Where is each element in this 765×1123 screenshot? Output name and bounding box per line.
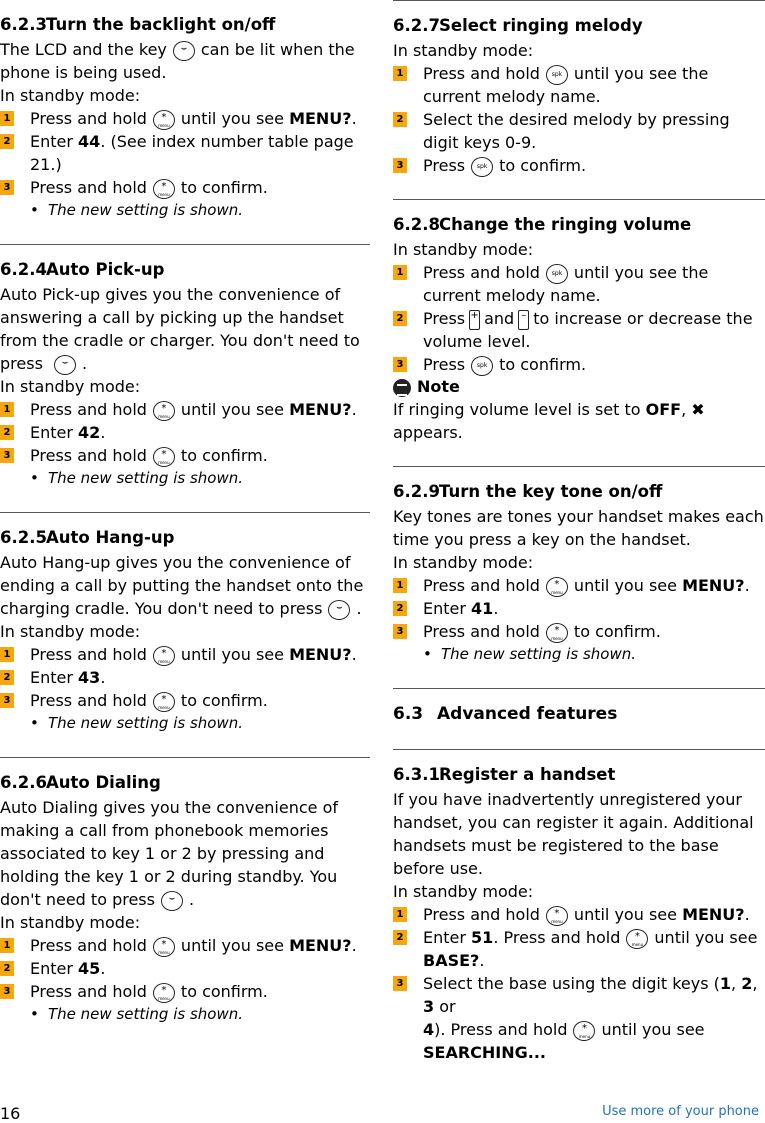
step-2: 2 Enter 45.	[0, 957, 370, 980]
step-3: 3 Select the base using the digit keys (1, 2, 3 or 4). Press and hold * menu until you see SEARCHING...	[393, 972, 765, 1064]
standby-label: In standby mode:	[393, 882, 534, 901]
step-2: 2 Enter 41.	[393, 597, 765, 620]
menu-key-icon: * menu	[153, 983, 175, 1003]
steps-list	[0, 934, 370, 1003]
menu-key-icon: * menu	[153, 401, 175, 421]
step-badge: 1	[393, 907, 407, 922]
section-title: 6.2.3Turn the backlight on/off	[0, 15, 276, 34]
step-badge: 3	[393, 976, 407, 991]
step-badge: 1	[393, 66, 407, 81]
step-3: 3 Press and hold * menu to confirm.	[0, 444, 370, 467]
step-badge: 1	[393, 265, 407, 280]
left-column	[0, 0, 370, 1048]
note-text: If ringing volume level is set to OFF, ✖ appears.	[393, 400, 705, 442]
step-badge: 1	[0, 402, 14, 417]
steps-list	[393, 903, 765, 1064]
speaker-key-icon: spk	[546, 264, 568, 284]
steps-list	[393, 574, 765, 643]
section-title: 6.2.5Auto Hang-up	[0, 528, 175, 547]
steps-list	[0, 643, 370, 712]
section-6-2-9	[393, 467, 765, 689]
menu-key-icon: * menu	[153, 692, 175, 712]
step-badge: 2	[393, 311, 407, 326]
steps-list	[0, 107, 370, 199]
step-badge: 3	[393, 624, 407, 639]
section-title: 6.3.1Register a handset	[393, 765, 616, 784]
menu-key-icon: * menu	[626, 929, 648, 949]
section-intro: Auto Dialing gives you the convenience of making a call from phonebook memories associated to key 1 or 2 by pressing and holding the key 1 or 2 during standby. You don't need to press ⌣ .	[0, 798, 338, 909]
section-title: 6.2.4Auto Pick-up	[0, 260, 165, 279]
step-badge: 2	[393, 112, 407, 127]
end-call-key-icon: ⌣	[328, 600, 350, 620]
step-badge: 1	[0, 938, 14, 953]
step-2: 2 Enter 44. (See index number table page 21.)	[0, 130, 370, 176]
step-badge: 2	[0, 961, 14, 976]
step-1: 1 Press and hold spk until you see the current melody name.	[393, 62, 765, 108]
section-intro: Key tones are tones your handset makes each time you press a key on the handset.	[393, 507, 764, 549]
section-6-2-7	[393, 0, 765, 200]
end-call-key-icon: ⌣	[161, 891, 183, 911]
step-badge: 2	[393, 930, 407, 945]
step-2: 2 Select the desired melody by pressing digit keys 0-9.	[393, 108, 765, 154]
step-badge: 2	[0, 134, 14, 149]
step-3: 3 Press spk to confirm.	[393, 154, 765, 177]
standby-label: In standby mode:	[393, 553, 534, 572]
step-3: 3 Press and hold * menu to confirm.	[0, 176, 370, 199]
section-6-3-1	[393, 750, 765, 1086]
volume-up-key-icon: +	[469, 310, 480, 330]
step-badge: 3	[393, 357, 407, 372]
page-number: 16	[0, 1104, 21, 1123]
ringer-off-icon: ✖	[691, 400, 705, 419]
note-heading: Note	[393, 376, 765, 398]
step-1: 1 Press and hold * menu until you see MENU?.	[0, 643, 370, 666]
standby-label: In standby mode:	[0, 86, 141, 105]
step-badge: 3	[0, 180, 14, 195]
section-title: 6.2.9Turn the key tone on/off	[393, 482, 663, 501]
steps-list	[0, 398, 370, 467]
step-2: 2 Enter 42.	[0, 421, 370, 444]
step-result: • The new setting is shown.	[423, 645, 636, 663]
step-result: • The new setting is shown.	[30, 714, 243, 732]
step-badge: 3	[393, 158, 407, 173]
speaker-key-icon: spk	[546, 65, 568, 85]
step-1: 1 Press and hold * menu until you see MENU?.	[0, 107, 370, 130]
steps-list	[393, 62, 765, 177]
standby-label: In standby mode:	[0, 622, 141, 641]
section-6-2-5	[0, 513, 370, 758]
step-3: 3 Press and hold * menu to confirm.	[0, 689, 370, 712]
right-column	[393, 0, 765, 1086]
standby-label: In standby mode:	[393, 41, 534, 60]
section-title: 6.2.6Auto Dialing	[0, 773, 161, 792]
menu-key-icon: * menu	[546, 623, 568, 643]
step-1: 1 Press and hold * menu until you see MENU?.	[0, 398, 370, 421]
end-call-key-icon: ⌣	[54, 355, 76, 375]
section-6-2-4	[0, 245, 370, 513]
step-badge: 1	[0, 111, 14, 126]
step-1: 1 Press and hold * menu until you see MENU?.	[0, 934, 370, 957]
menu-key-icon: * menu	[153, 110, 175, 130]
section-title: 6.2.8Change the ringing volume	[393, 215, 692, 234]
section-intro: Auto Pick-up gives you the convenience of answering a call by picking up the handset from the cradle or charger. You don't need to press ⌣ .	[0, 285, 360, 373]
menu-key-icon: * menu	[153, 447, 175, 467]
menu-key-icon: * menu	[153, 646, 175, 666]
step-1: 1 Press and hold * menu until you see MENU?.	[393, 574, 765, 597]
section-intro: Auto Hang-up gives you the convenience of ending a call by putting the handset onto the charging cradle. You don't need to press ⌣ .	[0, 553, 364, 618]
standby-label: In standby mode:	[0, 913, 141, 932]
step-3: 3 Press and hold * menu to confirm.	[393, 620, 765, 643]
standby-label: In standby mode:	[393, 240, 534, 259]
menu-key-icon: * menu	[546, 577, 568, 597]
step-2: 2 Enter 43.	[0, 666, 370, 689]
speaker-key-icon: spk	[471, 356, 493, 376]
speaker-key-icon: spk	[471, 157, 493, 177]
step-badge: 2	[0, 670, 14, 685]
volume-down-key-icon: –	[518, 310, 529, 330]
section-title: 6.2.7Select ringing melody	[393, 16, 643, 35]
step-badge: 3	[0, 448, 14, 463]
step-3: 3 Press and hold * menu to confirm.	[0, 980, 370, 1003]
section-6-2-3	[0, 0, 370, 245]
step-result: • The new setting is shown.	[30, 1005, 243, 1023]
menu-key-icon: * menu	[153, 937, 175, 957]
step-3: 3 Press spk to confirm.	[393, 353, 765, 376]
step-badge: 1	[0, 647, 14, 662]
steps-list	[393, 261, 765, 376]
step-badge: 3	[0, 693, 14, 708]
step-2: 2 Press + and – to increase or decrease the volume level.	[393, 307, 765, 353]
section-6-2-8	[393, 200, 765, 467]
menu-key-icon: * menu	[153, 179, 175, 199]
menu-key-icon: * menu	[573, 1021, 595, 1041]
section-intro: If you have inadvertently unregistered your handset, you can register it again. Additional handsets must be registered to the base before use.	[393, 790, 754, 878]
step-badge: 2	[0, 425, 14, 440]
chapter-title: 6.3 Advanced features	[393, 704, 618, 724]
step-result: • The new setting is shown.	[30, 201, 243, 219]
section-6-3	[393, 689, 765, 750]
footer-chapter-link[interactable]: Use more of your phone	[602, 1104, 759, 1119]
step-result: • The new setting is shown.	[30, 469, 243, 487]
menu-key-icon: * menu	[546, 906, 568, 926]
note-icon	[393, 379, 411, 397]
section-intro: The LCD and the key ⌣ can be lit when the phone is being used.	[0, 40, 355, 82]
step-badge: 2	[393, 601, 407, 616]
step-1: 1 Press and hold spk until you see the current melody name.	[393, 261, 765, 307]
end-call-key-icon: ⌣	[173, 41, 195, 61]
step-1: 1 Press and hold * menu until you see MENU?.	[393, 903, 765, 926]
step-2: 2 Enter 51. Press and hold * menu until you see BASE?.	[393, 926, 765, 972]
section-6-2-6	[0, 758, 370, 1048]
step-badge: 3	[0, 984, 14, 999]
step-badge: 1	[393, 578, 407, 593]
standby-label: In standby mode:	[0, 377, 141, 396]
